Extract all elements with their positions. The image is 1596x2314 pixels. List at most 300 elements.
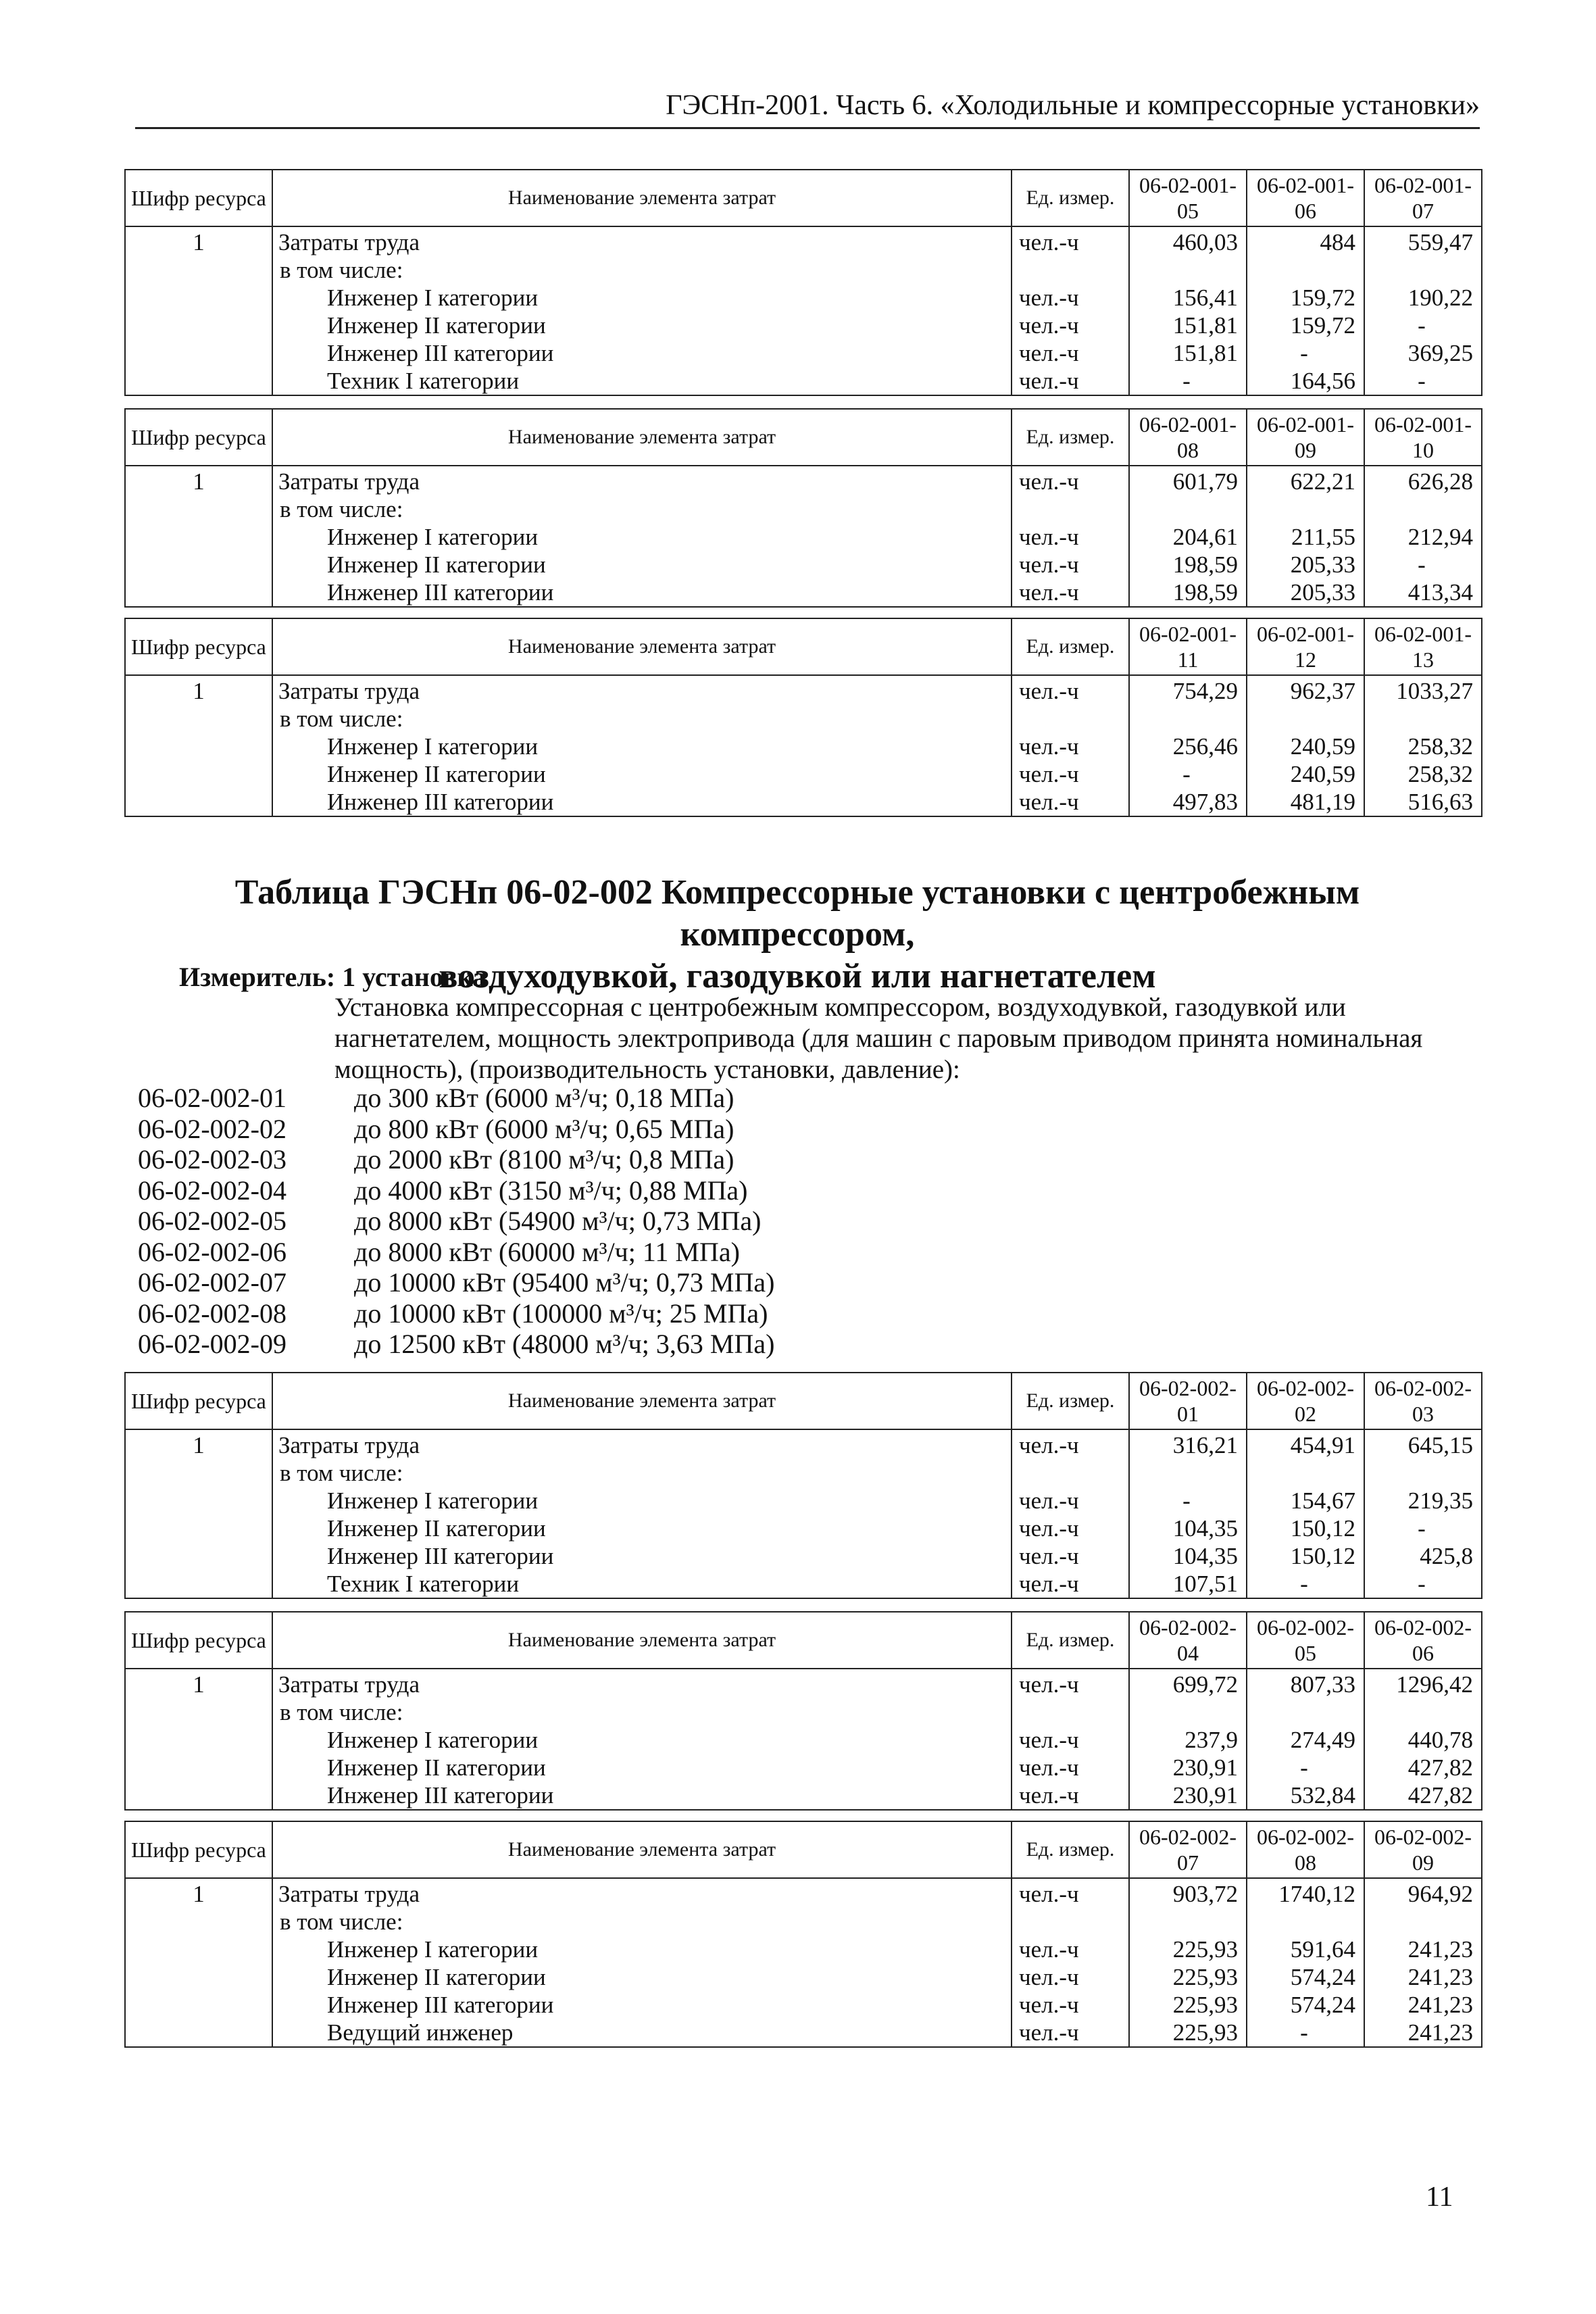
value-cell: - xyxy=(1129,367,1247,395)
value-cell: 427,82 xyxy=(1364,1781,1482,1810)
table-row xyxy=(125,1936,1482,1963)
value-cell: 532,84 xyxy=(1247,1781,1364,1810)
unit-cell: чел.-ч xyxy=(1012,1429,1129,1459)
norm-code-header: 06-02-001-11 xyxy=(1129,618,1247,675)
resource-code xyxy=(125,1781,272,1810)
name-header: Наименование элемента затрат xyxy=(272,409,1012,466)
cost-element-name: Инженер II категории xyxy=(272,760,1012,788)
value-cell: 497,83 xyxy=(1129,788,1247,816)
meter-label: Измеритель: 1 установка xyxy=(179,962,486,992)
table-row xyxy=(125,284,1482,312)
norm-item-code: 06-02-002-03 xyxy=(138,1144,286,1175)
value-cell: 316,21 xyxy=(1129,1429,1247,1459)
resource-code: 1 xyxy=(125,1878,272,1908)
unit-cell xyxy=(1012,1698,1129,1726)
norm-item-text: до 8000 кВт (60000 м³/ч; 11 МПа) xyxy=(354,1236,740,1267)
value-cell: 274,49 xyxy=(1247,1726,1364,1754)
unit-cell xyxy=(1012,705,1129,733)
resource-code xyxy=(125,551,272,578)
unit-cell: чел.-ч xyxy=(1012,226,1129,256)
unit-cell: чел.-ч xyxy=(1012,1991,1129,2019)
table-row xyxy=(125,466,1482,495)
cost-element-name: Инженер III категории xyxy=(272,788,1012,816)
norm-item-text: до 10000 кВт (95400 м³/ч; 0,73 МПа) xyxy=(354,1267,775,1298)
unit-cell: чел.-ч xyxy=(1012,1487,1129,1515)
value-cell: 190,22 xyxy=(1364,284,1482,312)
norm-item-code: 06-02-002-04 xyxy=(138,1175,286,1206)
resource-code: 1 xyxy=(125,466,272,495)
value-cell: - xyxy=(1364,551,1482,578)
value-cell: 225,93 xyxy=(1129,1991,1247,2019)
value-cell xyxy=(1129,1908,1247,1936)
table-row xyxy=(125,339,1482,367)
cost-element-name: Инженер I категории xyxy=(272,523,1012,551)
table-row xyxy=(125,2019,1482,2047)
unit-cell: чел.-ч xyxy=(1012,1781,1129,1810)
value-cell: 1296,42 xyxy=(1364,1669,1482,1698)
table-row xyxy=(125,256,1482,284)
unit-cell xyxy=(1012,1459,1129,1487)
unit-cell: чел.-ч xyxy=(1012,1515,1129,1542)
value-cell xyxy=(1364,705,1482,733)
cost-element-name: Инженер III категории xyxy=(272,339,1012,367)
value-cell: 369,25 xyxy=(1364,339,1482,367)
resource-code xyxy=(125,339,272,367)
norm-code-header: 06-02-001-10 xyxy=(1364,409,1482,466)
resource-code: 1 xyxy=(125,226,272,256)
value-cell: 230,91 xyxy=(1129,1754,1247,1781)
cost-element-name: Ведущий инженер xyxy=(272,2019,1012,2047)
cost-element-name: в том числе: xyxy=(272,705,1012,733)
unit-header: Ед. измер. xyxy=(1012,618,1129,675)
value-cell: 237,9 xyxy=(1129,1726,1247,1754)
norm-item-code: 06-02-002-06 xyxy=(138,1236,286,1267)
norm-code-header: 06-02-002-07 xyxy=(1129,1821,1247,1878)
unit-cell: чел.-ч xyxy=(1012,466,1129,495)
value-cell: 219,35 xyxy=(1364,1487,1482,1515)
unit-cell: чел.-ч xyxy=(1012,1754,1129,1781)
norm-item-code: 06-02-002-07 xyxy=(138,1267,286,1298)
value-cell: - xyxy=(1364,312,1482,339)
unit-cell: чел.-ч xyxy=(1012,760,1129,788)
value-cell: 159,72 xyxy=(1247,312,1364,339)
value-cell: 230,91 xyxy=(1129,1781,1247,1810)
code-header: Шифр ресурса xyxy=(125,170,272,226)
resource-code xyxy=(125,760,272,788)
norm-code-header: 06-02-002-05 xyxy=(1247,1612,1364,1669)
value-cell: 104,35 xyxy=(1129,1515,1247,1542)
table-row xyxy=(125,760,1482,788)
resource-code xyxy=(125,578,272,607)
value-cell xyxy=(1364,256,1482,284)
value-cell: - xyxy=(1364,367,1482,395)
resource-code xyxy=(125,1570,272,1598)
norm-item xyxy=(138,1267,774,1298)
unit-cell: чел.-ч xyxy=(1012,367,1129,395)
norm-item xyxy=(138,1144,774,1175)
table-row xyxy=(125,788,1482,816)
table-row xyxy=(125,1429,1482,1459)
resource-table-06-02-002-04-06 xyxy=(124,1611,1482,1811)
value-cell: 198,59 xyxy=(1129,578,1247,607)
table-row xyxy=(125,578,1482,607)
resource-code xyxy=(125,284,272,312)
unit-header: Ед. измер. xyxy=(1012,1373,1129,1429)
norm-item-code: 06-02-002-08 xyxy=(138,1298,286,1329)
resource-code xyxy=(125,1487,272,1515)
unit-cell: чел.-ч xyxy=(1012,523,1129,551)
unit-cell: чел.-ч xyxy=(1012,1669,1129,1698)
norm-item xyxy=(138,1206,774,1237)
norm-item-text: до 4000 кВт (3150 м³/ч; 0,88 МПа) xyxy=(354,1175,748,1206)
value-cell: 225,93 xyxy=(1129,1963,1247,1991)
unit-cell: чел.-ч xyxy=(1012,339,1129,367)
table-row xyxy=(125,312,1482,339)
norm-item xyxy=(138,1329,774,1360)
resource-code xyxy=(125,733,272,760)
resource-code xyxy=(125,1936,272,1963)
value-cell: 645,15 xyxy=(1364,1429,1482,1459)
unit-cell: чел.-ч xyxy=(1012,578,1129,607)
resource-code xyxy=(125,523,272,551)
resource-code xyxy=(125,1515,272,1542)
table-row xyxy=(125,1991,1482,2019)
value-cell: 204,61 xyxy=(1129,523,1247,551)
resource-code xyxy=(125,2019,272,2047)
value-cell: - xyxy=(1364,1570,1482,1598)
value-cell: 156,41 xyxy=(1129,284,1247,312)
value-cell xyxy=(1247,1908,1364,1936)
unit-cell: чел.-ч xyxy=(1012,551,1129,578)
value-cell: 481,19 xyxy=(1247,788,1364,816)
table-row xyxy=(125,1459,1482,1487)
norm-code-header: 06-02-001-08 xyxy=(1129,409,1247,466)
cost-element-name: в том числе: xyxy=(272,1459,1012,1487)
unit-cell: чел.-ч xyxy=(1012,1726,1129,1754)
code-header: Шифр ресурса xyxy=(125,618,272,675)
table-row xyxy=(125,675,1482,705)
value-cell: 240,59 xyxy=(1247,733,1364,760)
norm-code-header: 06-02-002-06 xyxy=(1364,1612,1482,1669)
value-cell: 454,91 xyxy=(1247,1429,1364,1459)
norm-item-text: до 300 кВт (6000 м³/ч; 0,18 МПа) xyxy=(354,1083,734,1113)
value-cell: 1740,12 xyxy=(1247,1878,1364,1908)
table-row xyxy=(125,1515,1482,1542)
unit-cell xyxy=(1012,495,1129,523)
table-row xyxy=(125,1542,1482,1570)
norm-item-text: до 10000 кВт (100000 м³/ч; 25 МПа) xyxy=(354,1298,768,1329)
unit-cell: чел.-ч xyxy=(1012,1878,1129,1908)
norm-item-text: до 2000 кВт (8100 м³/ч; 0,8 МПа) xyxy=(354,1144,734,1175)
value-cell: 754,29 xyxy=(1129,675,1247,705)
cost-element-name: Инженер I категории xyxy=(272,1936,1012,1963)
table-row xyxy=(125,1963,1482,1991)
resource-code xyxy=(125,1963,272,1991)
resource-code xyxy=(125,312,272,339)
table-row xyxy=(125,226,1482,256)
table-row xyxy=(125,1781,1482,1810)
norm-code-header: 06-02-001-06 xyxy=(1247,170,1364,226)
value-cell: 241,23 xyxy=(1364,1936,1482,1963)
code-header: Шифр ресурса xyxy=(125,1821,272,1878)
value-cell: - xyxy=(1364,1515,1482,1542)
value-cell xyxy=(1364,1459,1482,1487)
table-row xyxy=(125,1570,1482,1598)
cost-element-name: Инженер II категории xyxy=(272,312,1012,339)
resource-code xyxy=(125,1726,272,1754)
resource-code xyxy=(125,367,272,395)
value-cell: 164,56 xyxy=(1247,367,1364,395)
cost-element-name: Инженер I категории xyxy=(272,1487,1012,1515)
resource-code xyxy=(125,1991,272,2019)
cost-element-name: Инженер I категории xyxy=(272,284,1012,312)
unit-cell: чел.-ч xyxy=(1012,1542,1129,1570)
value-cell: 151,81 xyxy=(1129,339,1247,367)
name-header: Наименование элемента затрат xyxy=(272,1612,1012,1669)
table-row xyxy=(125,367,1482,395)
unit-cell: чел.-ч xyxy=(1012,1936,1129,1963)
value-cell xyxy=(1247,1698,1364,1726)
norm-code-header: 06-02-001-09 xyxy=(1247,409,1364,466)
value-cell: 205,33 xyxy=(1247,551,1364,578)
resource-code: 1 xyxy=(125,675,272,705)
resource-code xyxy=(125,256,272,284)
cost-element-name: в том числе: xyxy=(272,1698,1012,1726)
table-title-line-1: Таблица ГЭСНп 06-02-002 Компрессорные установки с центробежным компрессором, xyxy=(234,873,1360,954)
norm-code-header: 06-02-002-04 xyxy=(1129,1612,1247,1669)
value-cell xyxy=(1247,256,1364,284)
table-row xyxy=(125,523,1482,551)
norm-code-header: 06-02-001-12 xyxy=(1247,618,1364,675)
unit-cell: чел.-ч xyxy=(1012,788,1129,816)
cost-element-name: Инженер III категории xyxy=(272,1542,1012,1570)
unit-header: Ед. измер. xyxy=(1012,409,1129,466)
norm-item-code: 06-02-002-02 xyxy=(138,1113,286,1144)
norm-item xyxy=(138,1114,774,1145)
resource-code xyxy=(125,1908,272,1936)
unit-header: Ед. измер. xyxy=(1012,1821,1129,1878)
table-row xyxy=(125,733,1482,760)
value-cell xyxy=(1364,1908,1482,1936)
table-row xyxy=(125,1487,1482,1515)
value-cell: 225,93 xyxy=(1129,1936,1247,1963)
cost-element-name: Инженер III категории xyxy=(272,578,1012,607)
value-cell: 622,21 xyxy=(1247,466,1364,495)
name-header: Наименование элемента затрат xyxy=(272,1821,1012,1878)
unit-cell: чел.-ч xyxy=(1012,284,1129,312)
value-cell: 626,28 xyxy=(1364,466,1482,495)
resource-code xyxy=(125,1542,272,1570)
table-row xyxy=(125,1669,1482,1698)
value-cell xyxy=(1129,495,1247,523)
cost-element-name: Затраты труда xyxy=(272,1669,1012,1698)
norm-item-text: до 12500 кВт (48000 м³/ч; 3,63 МПа) xyxy=(354,1329,775,1359)
value-cell: - xyxy=(1247,1570,1364,1598)
value-cell xyxy=(1247,1459,1364,1487)
resource-table-06-02-002-01-03 xyxy=(124,1372,1482,1599)
value-cell: 699,72 xyxy=(1129,1669,1247,1698)
value-cell: 601,79 xyxy=(1129,466,1247,495)
code-header: Шифр ресурса xyxy=(125,1373,272,1429)
page-number: 11 xyxy=(1426,2182,1453,2213)
value-cell: - xyxy=(1247,339,1364,367)
norm-item-code: 06-02-002-09 xyxy=(138,1329,286,1359)
norm-code-header: 06-02-002-02 xyxy=(1247,1373,1364,1429)
value-cell: 150,12 xyxy=(1247,1542,1364,1570)
value-cell: 484 xyxy=(1247,226,1364,256)
value-cell: 427,82 xyxy=(1364,1754,1482,1781)
value-cell: 591,64 xyxy=(1247,1936,1364,1963)
unit-cell: чел.-ч xyxy=(1012,675,1129,705)
value-cell: 413,34 xyxy=(1364,578,1482,607)
cost-element-name: Инженер II категории xyxy=(272,1515,1012,1542)
table-title-line-2: воздуходувкой, газодувкой или нагнетателем xyxy=(439,957,1156,995)
value-cell: 559,47 xyxy=(1364,226,1482,256)
cost-element-name: в том числе: xyxy=(272,256,1012,284)
running-header: ГЭСНп-2001. Часть 6. «Холодильные и компрессорные установки» xyxy=(135,89,1480,129)
value-cell: 154,67 xyxy=(1247,1487,1364,1515)
value-cell xyxy=(1129,1459,1247,1487)
value-cell: 151,81 xyxy=(1129,312,1247,339)
cost-element-name: Инженер III категории xyxy=(272,1991,1012,2019)
name-header: Наименование элемента затрат xyxy=(272,170,1012,226)
value-cell: 258,32 xyxy=(1364,760,1482,788)
value-cell: 574,24 xyxy=(1247,1991,1364,2019)
table-row xyxy=(125,1908,1482,1936)
resource-code: 1 xyxy=(125,1669,272,1698)
norm-item-code: 06-02-002-05 xyxy=(138,1206,286,1236)
value-cell: 460,03 xyxy=(1129,226,1247,256)
cost-element-name: Затраты труда xyxy=(272,675,1012,705)
resource-code xyxy=(125,1698,272,1726)
resource-code xyxy=(125,1459,272,1487)
norm-code-header: 06-02-001-07 xyxy=(1364,170,1482,226)
norm-code-header: 06-02-002-08 xyxy=(1247,1821,1364,1878)
resource-table-06-02-001-11-13 xyxy=(124,618,1482,817)
unit-cell xyxy=(1012,1908,1129,1936)
value-cell: 225,93 xyxy=(1129,2019,1247,2047)
table-row xyxy=(125,1878,1482,1908)
value-cell: 425,8 xyxy=(1364,1542,1482,1570)
value-cell: 241,23 xyxy=(1364,2019,1482,2047)
value-cell: 962,37 xyxy=(1247,675,1364,705)
value-cell: - xyxy=(1129,760,1247,788)
cost-element-name: Затраты труда xyxy=(272,226,1012,256)
value-cell: 205,33 xyxy=(1247,578,1364,607)
value-cell xyxy=(1364,1698,1482,1726)
value-cell xyxy=(1129,1698,1247,1726)
norm-items-list xyxy=(138,1083,774,1360)
value-cell: 258,32 xyxy=(1364,733,1482,760)
resource-table-06-02-001-08-10 xyxy=(124,408,1482,608)
norm-item-code: 06-02-002-01 xyxy=(138,1083,286,1113)
value-cell: 1033,27 xyxy=(1364,675,1482,705)
unit-cell: чел.-ч xyxy=(1012,733,1129,760)
value-cell xyxy=(1247,495,1364,523)
value-cell: 159,72 xyxy=(1247,284,1364,312)
section-description: Установка компрессорная с центробежным компрессором, воздуходувкой, газодувкой или нагнетателем, мощность электропривода (для машин с паровым приводом принята номинальная мощность), (производительность установки, давление): xyxy=(334,993,1423,1084)
value-cell: 440,78 xyxy=(1364,1726,1482,1754)
cost-element-name: Инженер I категории xyxy=(272,1726,1012,1754)
cost-element-name: Затраты труда xyxy=(272,466,1012,495)
resource-table-06-02-001-05-07 xyxy=(124,169,1482,396)
value-cell: 240,59 xyxy=(1247,760,1364,788)
value-cell: 241,23 xyxy=(1364,1963,1482,1991)
value-cell xyxy=(1129,705,1247,733)
cost-element-name: Затраты труда xyxy=(272,1429,1012,1459)
cost-element-name: в том числе: xyxy=(272,495,1012,523)
unit-cell: чел.-ч xyxy=(1012,1963,1129,1991)
table-row xyxy=(125,1726,1482,1754)
cost-element-name: Инженер I категории xyxy=(272,733,1012,760)
value-cell: 150,12 xyxy=(1247,1515,1364,1542)
cost-element-name: Инженер II категории xyxy=(272,1963,1012,1991)
value-cell: - xyxy=(1247,1754,1364,1781)
code-header: Шифр ресурса xyxy=(125,409,272,466)
cost-element-name: Инженер II категории xyxy=(272,551,1012,578)
value-cell: - xyxy=(1247,2019,1364,2047)
value-cell: 574,24 xyxy=(1247,1963,1364,1991)
value-cell: 211,55 xyxy=(1247,523,1364,551)
unit-cell xyxy=(1012,256,1129,284)
norm-code-header: 06-02-001-05 xyxy=(1129,170,1247,226)
resource-code xyxy=(125,495,272,523)
value-cell: 212,94 xyxy=(1364,523,1482,551)
value-cell xyxy=(1129,256,1247,284)
value-cell: 964,92 xyxy=(1364,1878,1482,1908)
cost-element-name: Затраты труда xyxy=(272,1878,1012,1908)
cost-element-name: в том числе: xyxy=(272,1908,1012,1936)
value-cell: 256,46 xyxy=(1129,733,1247,760)
value-cell: 241,23 xyxy=(1364,1991,1482,2019)
resource-code xyxy=(125,1754,272,1781)
norm-item xyxy=(138,1083,774,1114)
norm-item xyxy=(138,1237,774,1268)
norm-item-text: до 800 кВт (6000 м³/ч; 0,65 МПа) xyxy=(354,1113,734,1144)
value-cell: 198,59 xyxy=(1129,551,1247,578)
value-cell: 107,51 xyxy=(1129,1570,1247,1598)
norm-code-header: 06-02-002-09 xyxy=(1364,1821,1482,1878)
unit-cell: чел.-ч xyxy=(1012,2019,1129,2047)
resource-table-06-02-002-07-09 xyxy=(124,1821,1482,2048)
value-cell: 807,33 xyxy=(1247,1669,1364,1698)
value-cell: 516,63 xyxy=(1364,788,1482,816)
norm-item xyxy=(138,1298,774,1329)
cost-element-name: Техник I категории xyxy=(272,1570,1012,1598)
value-cell: 903,72 xyxy=(1129,1878,1247,1908)
cost-element-name: Техник I категории xyxy=(272,367,1012,395)
resource-code xyxy=(125,705,272,733)
norm-item xyxy=(138,1175,774,1206)
table-row xyxy=(125,1698,1482,1726)
table-row xyxy=(125,551,1482,578)
name-header: Наименование элемента затрат xyxy=(272,1373,1012,1429)
norm-code-header: 06-02-002-01 xyxy=(1129,1373,1247,1429)
code-header: Шифр ресурса xyxy=(125,1612,272,1669)
value-cell: - xyxy=(1129,1487,1247,1515)
norm-code-header: 06-02-002-03 xyxy=(1364,1373,1482,1429)
unit-cell: чел.-ч xyxy=(1012,1570,1129,1598)
name-header: Наименование элемента затрат xyxy=(272,618,1012,675)
norm-item-text: до 8000 кВт (54900 м³/ч; 0,73 МПа) xyxy=(354,1206,762,1236)
unit-cell: чел.-ч xyxy=(1012,312,1129,339)
cost-element-name: Инженер II категории xyxy=(272,1754,1012,1781)
unit-header: Ед. измер. xyxy=(1012,170,1129,226)
resource-code: 1 xyxy=(125,1429,272,1459)
cost-element-name: Инженер III категории xyxy=(272,1781,1012,1810)
value-cell xyxy=(1364,495,1482,523)
table-row xyxy=(125,1754,1482,1781)
